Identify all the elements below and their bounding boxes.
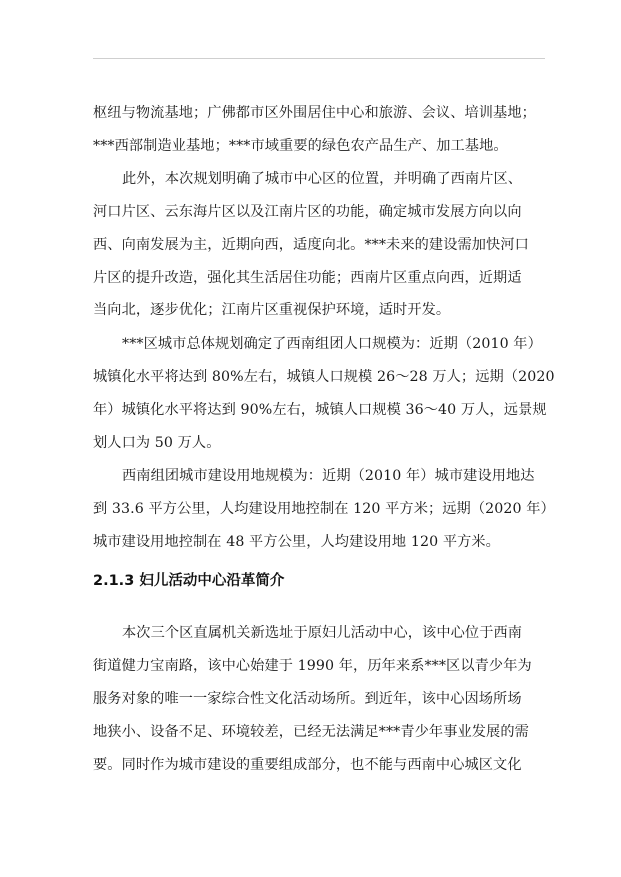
paragraph-line: 街道健力宝南路，该中心始建于 1990 年，历年来系***区以青少年为 xyxy=(93,658,532,674)
paragraph-line: 地狭小、设备不足、环境较差，已经无法满足***青少年事业发展的需 xyxy=(93,724,529,740)
paragraph-line: ***区城市总体规划确定了西南组团人口规模为：近期（2010 年） xyxy=(122,336,542,352)
section-heading: 2.1.3 妇儿活动中心沿革简介 xyxy=(93,573,285,589)
paragraph-line: 西南组团城市建设用地规模为：近期（2010 年）城市建设用地达 xyxy=(122,468,535,484)
paragraph-line: 城镇化水平将达到 80%左右，城镇人口规模 26～28 万人；远期（2020 xyxy=(93,369,555,385)
paragraph-line: 此外，本次规划明确了城市中心区的位置，并明确了西南片区、 xyxy=(122,171,523,187)
paragraph-line: 河口片区、云东海片区以及江南片区的功能，确定城市发展方向以向 xyxy=(93,204,522,220)
paragraph-line: 城市建设用地控制在 48 平方公里，人均建设用地 120 平方米。 xyxy=(93,534,500,550)
paragraph-line: 当向北，逐步优化；江南片区重视保护环境，适时开发。 xyxy=(93,302,451,318)
paragraph-line: ***西部制造业基地；***市域重要的绿色农产品生产、加工基地。 xyxy=(93,138,508,154)
paragraph-line: 本次三个区直属机关新选址于原妇儿活动中心，该中心位于西南 xyxy=(122,625,523,641)
paragraph-line: 要。同时作为城市建设的重要组成部分，也不能与西南中心城区文化 xyxy=(93,757,522,773)
paragraph-line: 西、向南发展为主，近期向西，适度向北。***未来的建设需加快河口 xyxy=(93,237,529,253)
paragraph-line: 枢纽与物流基地；广佛都市区外围居住中心和旅游、会议、培训基地； xyxy=(93,105,536,121)
paragraph-line: 片区的提升改造，强化其生活居住功能；西南片区重点向西，近期适 xyxy=(93,270,522,286)
paragraph-line: 划人口为 50 万人。 xyxy=(93,435,221,451)
paragraph-line: 年）城镇化水平将达到 90%左右，城镇人口规模 36～40 万人，远景规 xyxy=(93,402,547,418)
header-rule xyxy=(93,58,545,59)
paragraph-line: 服务对象的唯一一家综合性文化活动场所。到近年，该中心因场所场 xyxy=(93,691,522,707)
paragraph-line: 到 33.6 平方公里，人均建设用地控制在 120 平方米；远期（2020 年） xyxy=(93,501,555,517)
